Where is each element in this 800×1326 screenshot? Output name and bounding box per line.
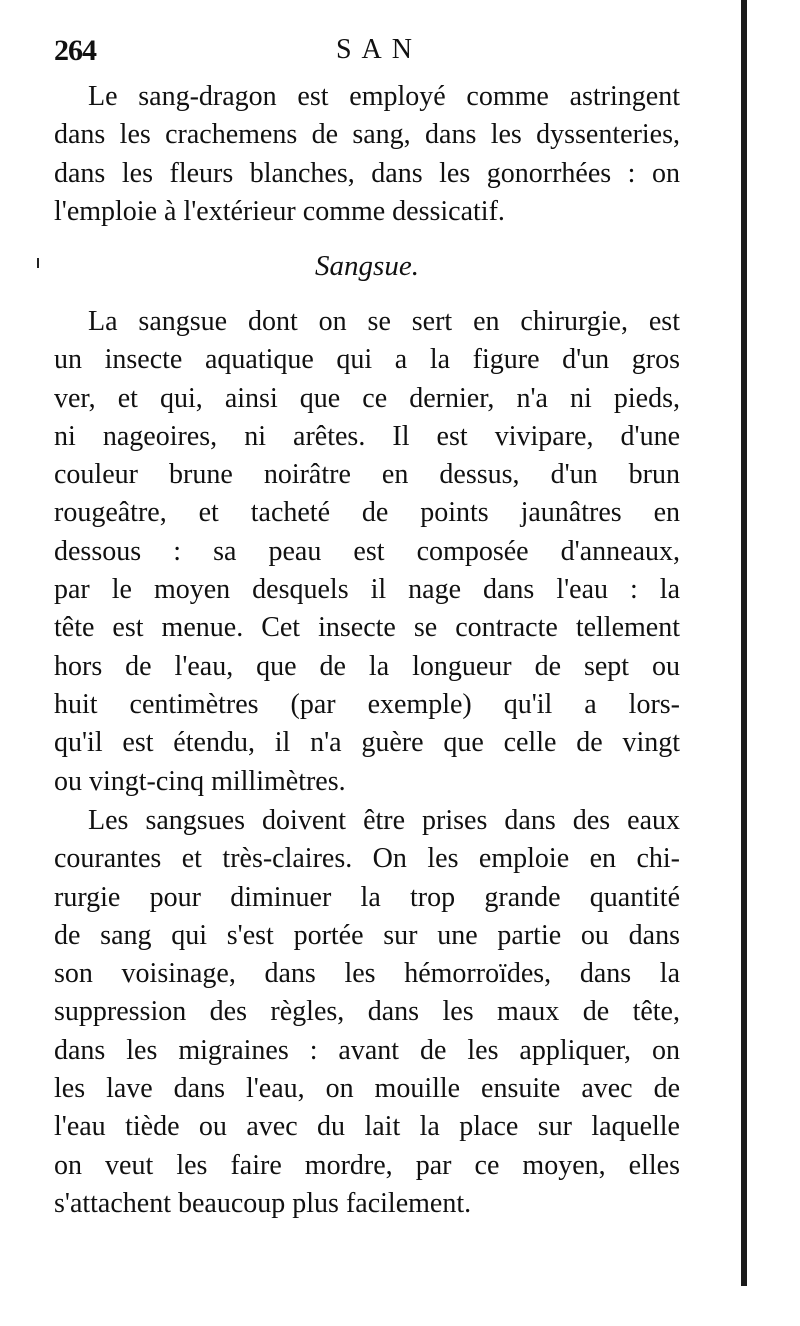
paragraph-sangsue-usage: [54, 802, 680, 1223]
text-line: dans les crachemens de sang, dans les dyssenteries,: [54, 119, 680, 151]
running-head: [54, 32, 680, 72]
text-line: qu'il est étendu, il n'a guère que celle de vingt: [54, 727, 680, 759]
text-line: par le moyen desquels il nage dans l'eau : la: [54, 574, 680, 606]
text-line: les lave dans l'eau, on mouille ensuite avec de: [54, 1073, 680, 1105]
text-line: ou vingt-cinq millimètres.: [54, 765, 346, 797]
paragraph-sang-dragon: [54, 78, 680, 231]
text-line: rurgie pour diminuer la trop grande quantité: [54, 881, 680, 913]
text-line: l'eau tiède ou avec du lait la place sur laquelle: [54, 1111, 680, 1143]
text-line: dans les migraines : avant de les appliquer, on: [54, 1034, 680, 1066]
text-line: huit centimètres (par exemple) qu'il a lors-: [54, 688, 680, 720]
text-line: suppression des règles, dans les maux de tête,: [54, 996, 680, 1028]
text-line: un insecte aquatique qui a la figure d'un gros: [54, 344, 680, 376]
page-edge-rule: [741, 0, 747, 1286]
text-line: dans les fleurs blanches, dans les gonorrhées : on: [54, 157, 680, 189]
text-line: Le sang-dragon est employé comme astringent: [88, 81, 680, 112]
text-line: ver, et qui, ainsi que ce dernier, n'a ni pieds,: [54, 382, 680, 414]
paragraph-sangsue-description: [54, 303, 680, 801]
text-line: son voisinage, dans les hémorroïdes, dans la: [54, 958, 680, 990]
text-line: tête est menue. Cet insecte se contracte tellement: [54, 612, 680, 644]
print-speck: [37, 258, 39, 268]
text-line: de sang qui s'est portée sur une partie ou dans: [54, 919, 680, 951]
text-line: La sangsue dont on se sert en chirurgie, est: [88, 306, 680, 337]
page-number: 264: [54, 34, 96, 67]
section-heading: Sangsue.: [315, 250, 419, 282]
text-line: s'attachent beaucoup plus facilement.: [54, 1187, 472, 1219]
text-line: on veut les faire mordre, par ce moyen, elles: [54, 1149, 680, 1181]
text-line: Les sangsues doivent être prises dans des eaux: [88, 805, 680, 836]
text-line: dessous : sa peau est composée d'anneaux,: [54, 535, 680, 567]
text-line: ni nageoires, ni arêtes. Il est vivipare, d'une: [54, 420, 680, 452]
text-line: hors de l'eau, que de la longueur de sept ou: [54, 650, 680, 682]
text-line: rougeâtre, et tacheté de points jaunâtres en: [54, 497, 680, 529]
text-line: courantes et très-claires. On les emploie en chi-: [54, 843, 680, 875]
text-line: couleur brune noirâtre en dessus, d'un brun: [54, 459, 680, 491]
text-line: l'emploie à l'extérieur comme dessicatif.: [54, 195, 505, 227]
running-title: SAN: [335, 34, 422, 65]
